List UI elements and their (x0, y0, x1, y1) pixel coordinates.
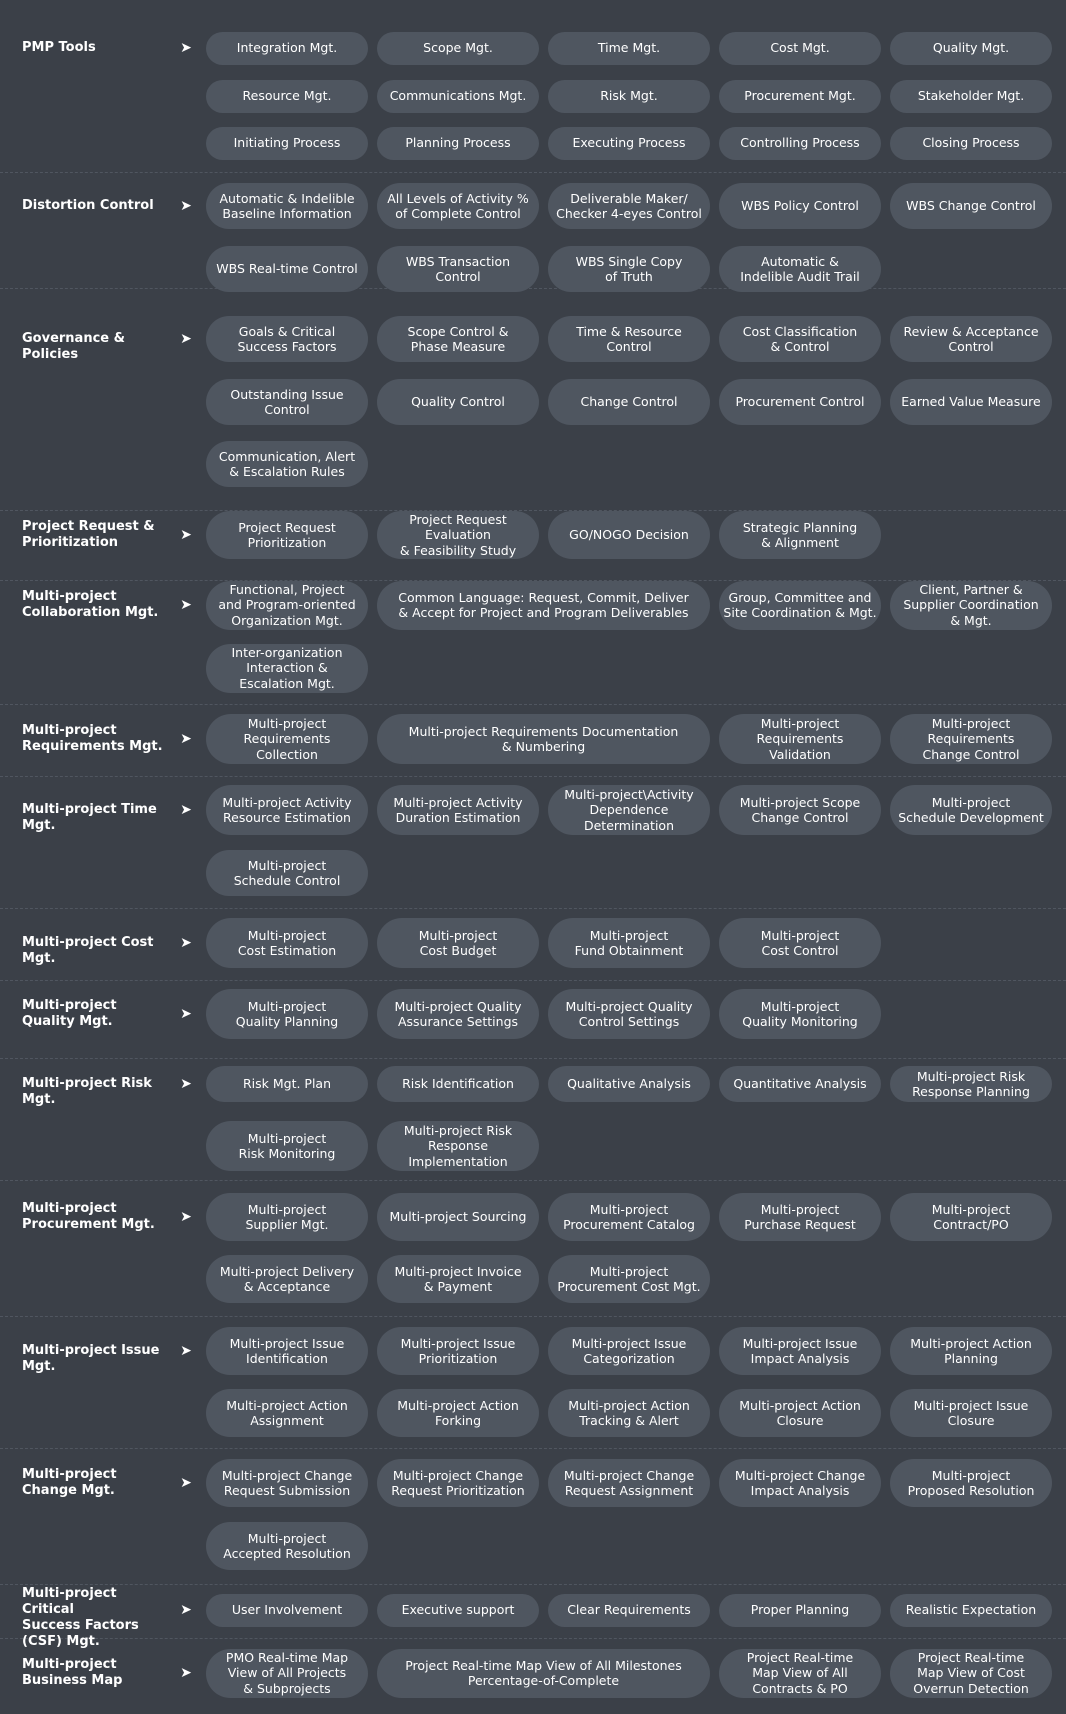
pill-multi-project-activity-dependence-determination[interactable]: Multi-project\Activity Dependence Determination (548, 785, 710, 835)
section-divider (0, 1058, 1066, 1059)
pill-wbs-change-control[interactable]: WBS Change Control (890, 183, 1052, 229)
pill-time-resource-control[interactable]: Time & Resource Control (548, 316, 710, 362)
pill-inter-organization-interaction-escalation-mgt[interactable]: Inter-organization Interaction & Escalation Mgt. (206, 644, 368, 693)
arrow-right-icon: ➤ (180, 731, 192, 747)
section-label-multi-project-collaboration-mgt: Multi-project Collaboration Mgt. (22, 589, 159, 620)
pill-multi-project-activity-duration-estimation[interactable]: Multi-project Activity Duration Estimation (377, 785, 539, 835)
arrow-right-icon: ➤ (180, 527, 192, 543)
pill-pmo-real-time-map-view-of-all-projects-subprojects[interactable]: PMO Real-time Map View of All Projects & Subprojects (206, 1649, 368, 1698)
pill-project-real-time-map-view-of-all-contracts-po[interactable]: Project Real-time Map View of All Contracts & PO (719, 1649, 881, 1698)
section-divider (0, 1584, 1066, 1585)
arrow-right-icon: ➤ (180, 1006, 192, 1022)
pill-multi-project-action-closure[interactable]: Multi-project Action Closure (719, 1389, 881, 1437)
pill-multi-project-supplier-mgt[interactable]: Multi-project Supplier Mgt. (206, 1193, 368, 1241)
pill-project-real-time-map-view-of-all-milestones-percentage-of-complete[interactable]: Project Real-time Map View of All Milestones Percentage-of-Complete (377, 1649, 710, 1698)
pill-multi-project-purchase-request[interactable]: Multi-project Purchase Request (719, 1193, 881, 1241)
section-label-governance-policies: Governance & Policies (22, 331, 125, 362)
section-label-distortion-control: Distortion Control (22, 198, 154, 213)
section-divider (0, 1316, 1066, 1317)
pill-go-nogo-decision[interactable]: GO/NOGO Decision (548, 511, 710, 559)
pill-proper-planning[interactable]: Proper Planning (719, 1594, 881, 1627)
pill-earned-value-measure[interactable]: Earned Value Measure (890, 379, 1052, 425)
pill-wbs-single-copy-of-truth[interactable]: WBS Single Copy of Truth (548, 246, 710, 292)
pill-multi-project-change-request-prioritization[interactable]: Multi-project Change Request Prioritization (377, 1459, 539, 1507)
pill-multi-project-risk-monitoring[interactable]: Multi-project Risk Monitoring (206, 1121, 368, 1171)
section-label-multi-project-requirements-mgt: Multi-project Requirements Mgt. (22, 723, 163, 754)
pill-wbs-policy-control[interactable]: WBS Policy Control (719, 183, 881, 229)
pill-multi-project-change-impact-analysis[interactable]: Multi-project Change Impact Analysis (719, 1459, 881, 1507)
pill-outstanding-issue-control[interactable]: Outstanding Issue Control (206, 379, 368, 425)
pill-change-control[interactable]: Change Control (548, 379, 710, 425)
pill-planning-process[interactable]: Planning Process (377, 127, 539, 160)
pill-multi-project-requirements-validation[interactable]: Multi-project Requirements Validation (719, 714, 881, 764)
pill-review-acceptance-control[interactable]: Review & Acceptance Control (890, 316, 1052, 362)
pill-risk-identification[interactable]: Risk Identification (377, 1066, 539, 1102)
pill-cost-mgt[interactable]: Cost Mgt. (719, 32, 881, 65)
pill-multi-project-requirements-collection[interactable]: Multi-project Requirements Collection (206, 714, 368, 764)
pill-realistic-expectation[interactable]: Realistic Expectation (890, 1594, 1052, 1627)
pill-multi-project-schedule-development[interactable]: Multi-project Schedule Development (890, 785, 1052, 835)
pill-multi-project-invoice-payment[interactable]: Multi-project Invoice & Payment (377, 1255, 539, 1303)
pill-multi-project-sourcing[interactable]: Multi-project Sourcing (377, 1193, 539, 1241)
pill-multi-project-action-tracking-alert[interactable]: Multi-project Action Tracking & Alert (548, 1389, 710, 1437)
pill-deliverable-maker-checker-4-eyes-control[interactable]: Deliverable Maker/ Checker 4-eyes Control (548, 183, 710, 229)
pill-multi-project-cost-estimation[interactable]: Multi-project Cost Estimation (206, 918, 368, 968)
pill-closing-process[interactable]: Closing Process (890, 127, 1052, 160)
pill-multi-project-requirements-change-control[interactable]: Multi-project Requirements Change Control (890, 714, 1052, 764)
pill-functional-project-and-program-oriented-organization-mgt[interactable]: Functional, Project and Program-oriented Organization Mgt. (206, 581, 368, 630)
arrow-right-icon: ➤ (180, 1343, 192, 1359)
pill-multi-project-schedule-control[interactable]: Multi-project Schedule Control (206, 850, 368, 896)
section-label-multi-project-critical-success-factors-csf-mgt: Multi-project Critical Success Factors (CSF) Mgt. (22, 1586, 139, 1649)
pill-initiating-process[interactable]: Initiating Process (206, 127, 368, 160)
pill-multi-project-action-planning[interactable]: Multi-project Action Planning (890, 1327, 1052, 1375)
pill-multi-project-quality-control-settings[interactable]: Multi-project Quality Control Settings (548, 989, 710, 1039)
pill-executive-support[interactable]: Executive support (377, 1594, 539, 1627)
section-label-multi-project-issue-mgt: Multi-project Issue Mgt. (22, 1343, 160, 1374)
arrow-right-icon: ➤ (180, 40, 192, 56)
pill-goals-critical-success-factors[interactable]: Goals & Critical Success Factors (206, 316, 368, 362)
pill-risk-mgt[interactable]: Risk Mgt. (548, 80, 710, 113)
section-divider (0, 172, 1066, 173)
pill-automatic-indelible-baseline-information[interactable]: Automatic & Indelible Baseline Information (206, 183, 368, 229)
pill-scope-mgt[interactable]: Scope Mgt. (377, 32, 539, 65)
section-label-pmp-tools: PMP Tools (22, 40, 96, 55)
pill-all-levels-of-activity-of-complete-control[interactable]: All Levels of Activity % of Complete Control (377, 183, 539, 229)
section-divider (0, 288, 1066, 289)
pill-multi-project-delivery-acceptance[interactable]: Multi-project Delivery & Acceptance (206, 1255, 368, 1303)
pill-qualitative-analysis[interactable]: Qualitative Analysis (548, 1066, 710, 1102)
pill-multi-project-contract-po[interactable]: Multi-project Contract/PO (890, 1193, 1052, 1241)
pill-multi-project-cost-control[interactable]: Multi-project Cost Control (719, 918, 881, 968)
section-divider (0, 510, 1066, 511)
pill-integration-mgt[interactable]: Integration Mgt. (206, 32, 368, 65)
pill-multi-project-quality-assurance-settings[interactable]: Multi-project Quality Assurance Settings (377, 989, 539, 1039)
section-divider (0, 704, 1066, 705)
arrow-right-icon: ➤ (180, 198, 192, 214)
pill-strategic-planning-alignment[interactable]: Strategic Planning & Alignment (719, 511, 881, 559)
arrow-right-icon: ➤ (180, 1665, 192, 1681)
section-label-multi-project-change-mgt: Multi-project Change Mgt. (22, 1467, 117, 1498)
pill-multi-project-risk-response-implementation[interactable]: Multi-project Risk Response Implementation (377, 1121, 539, 1171)
arrow-right-icon: ➤ (180, 1475, 192, 1491)
pill-resource-mgt[interactable]: Resource Mgt. (206, 80, 368, 113)
pill-multi-project-scope-change-control[interactable]: Multi-project Scope Change Control (719, 785, 881, 835)
pill-multi-project-quality-monitoring[interactable]: Multi-project Quality Monitoring (719, 989, 881, 1039)
pill-wbs-real-time-control[interactable]: WBS Real-time Control (206, 246, 368, 292)
section-divider (0, 1448, 1066, 1449)
pill-multi-project-issue-categorization[interactable]: Multi-project Issue Categorization (548, 1327, 710, 1375)
pill-multi-project-change-request-assignment[interactable]: Multi-project Change Request Assignment (548, 1459, 710, 1507)
pill-quality-mgt[interactable]: Quality Mgt. (890, 32, 1052, 65)
pill-multi-project-requirements-documentation-numbering[interactable]: Multi-project Requirements Documentation & Numbering (377, 714, 710, 764)
pill-group-committee-and-site-coordination-mgt[interactable]: Group, Committee and Site Coordination & Mgt. (719, 581, 881, 630)
pill-stakeholder-mgt[interactable]: Stakeholder Mgt. (890, 80, 1052, 113)
pill-communication-alert-escalation-rules[interactable]: Communication, Alert & Escalation Rules (206, 441, 368, 487)
arrow-right-icon: ➤ (180, 802, 192, 818)
pill-clear-requirements[interactable]: Clear Requirements (548, 1594, 710, 1627)
pill-multi-project-accepted-resolution[interactable]: Multi-project Accepted Resolution (206, 1522, 368, 1570)
pill-multi-project-issue-impact-analysis[interactable]: Multi-project Issue Impact Analysis (719, 1327, 881, 1375)
pill-multi-project-activity-resource-estimation[interactable]: Multi-project Activity Resource Estimation (206, 785, 368, 835)
pill-executing-process[interactable]: Executing Process (548, 127, 710, 160)
section-label-project-request-prioritization: Project Request & Prioritization (22, 519, 155, 550)
section-label-multi-project-risk-mgt: Multi-project Risk Mgt. (22, 1076, 152, 1107)
pill-multi-project-action-assignment[interactable]: Multi-project Action Assignment (206, 1389, 368, 1437)
section-divider (0, 908, 1066, 909)
section-label-multi-project-cost-mgt: Multi-project Cost Mgt. (22, 935, 154, 966)
pill-time-mgt[interactable]: Time Mgt. (548, 32, 710, 65)
arrow-right-icon: ➤ (180, 331, 192, 347)
pill-cost-classification-control[interactable]: Cost Classification & Control (719, 316, 881, 362)
pill-multi-project-quality-planning[interactable]: Multi-project Quality Planning (206, 989, 368, 1039)
pill-multi-project-issue-closure[interactable]: Multi-project Issue Closure (890, 1389, 1052, 1437)
pill-scope-control-phase-measure[interactable]: Scope Control & Phase Measure (377, 316, 539, 362)
pill-procurement-control[interactable]: Procurement Control (719, 379, 881, 425)
pill-project-request-evaluation-feasibility-study[interactable]: Project Request Evaluation & Feasibility Study (377, 511, 539, 559)
pill-project-real-time-map-view-of-cost-overrun-detection[interactable]: Project Real-time Map View of Cost Overrun Detection (890, 1649, 1052, 1698)
pill-quantitative-analysis[interactable]: Quantitative Analysis (719, 1066, 881, 1102)
pill-multi-project-fund-obtainment[interactable]: Multi-project Fund Obtainment (548, 918, 710, 968)
section-label-multi-project-quality-mgt: Multi-project Quality Mgt. (22, 998, 117, 1029)
pill-user-involvement[interactable]: User Involvement (206, 1594, 368, 1627)
pill-risk-mgt-plan[interactable]: Risk Mgt. Plan (206, 1066, 368, 1102)
pill-multi-project-risk-response-planning[interactable]: Multi-project Risk Response Planning (890, 1066, 1052, 1102)
pill-automatic-indelible-audit-trail[interactable]: Automatic & Indelible Audit Trail (719, 246, 881, 292)
arrow-right-icon: ➤ (180, 1209, 192, 1225)
arrow-right-icon: ➤ (180, 935, 192, 951)
pill-wbs-transaction-control[interactable]: WBS Transaction Control (377, 246, 539, 292)
pill-multi-project-proposed-resolution[interactable]: Multi-project Proposed Resolution (890, 1459, 1052, 1507)
pill-multi-project-action-forking[interactable]: Multi-project Action Forking (377, 1389, 539, 1437)
pill-communications-mgt[interactable]: Communications Mgt. (377, 80, 539, 113)
pill-multi-project-issue-identification[interactable]: Multi-project Issue Identification (206, 1327, 368, 1375)
pill-multi-project-issue-prioritization[interactable]: Multi-project Issue Prioritization (377, 1327, 539, 1375)
section-divider (0, 1180, 1066, 1181)
arrow-right-icon: ➤ (180, 1076, 192, 1092)
arrow-right-icon: ➤ (180, 597, 192, 613)
pill-common-language-request-commit-deliver-accept-for-project-and-program-deliverables[interactable]: Common Language: Request, Commit, Deliver & Accept for Project and Program Deliverables (377, 581, 710, 630)
section-label-multi-project-time-mgt: Multi-project Time Mgt. (22, 802, 157, 833)
pill-quality-control[interactable]: Quality Control (377, 379, 539, 425)
pill-multi-project-change-request-submission[interactable]: Multi-project Change Request Submission (206, 1459, 368, 1507)
pill-multi-project-procurement-catalog[interactable]: Multi-project Procurement Catalog (548, 1193, 710, 1241)
section-label-multi-project-procurement-mgt: Multi-project Procurement Mgt. (22, 1201, 155, 1232)
section-label-multi-project-business-map: Multi-project Business Map (22, 1657, 123, 1688)
pill-controlling-process[interactable]: Controlling Process (719, 127, 881, 160)
pill-multi-project-cost-budget[interactable]: Multi-project Cost Budget (377, 918, 539, 968)
pill-procurement-mgt[interactable]: Procurement Mgt. (719, 80, 881, 113)
section-divider (0, 980, 1066, 981)
section-divider (0, 776, 1066, 777)
arrow-right-icon: ➤ (180, 1602, 192, 1618)
pill-multi-project-procurement-cost-mgt[interactable]: Multi-project Procurement Cost Mgt. (548, 1255, 710, 1303)
pill-client-partner-supplier-coordination-mgt[interactable]: Client, Partner & Supplier Coordination & Mgt. (890, 581, 1052, 630)
pill-project-request-prioritization[interactable]: Project Request Prioritization (206, 511, 368, 559)
